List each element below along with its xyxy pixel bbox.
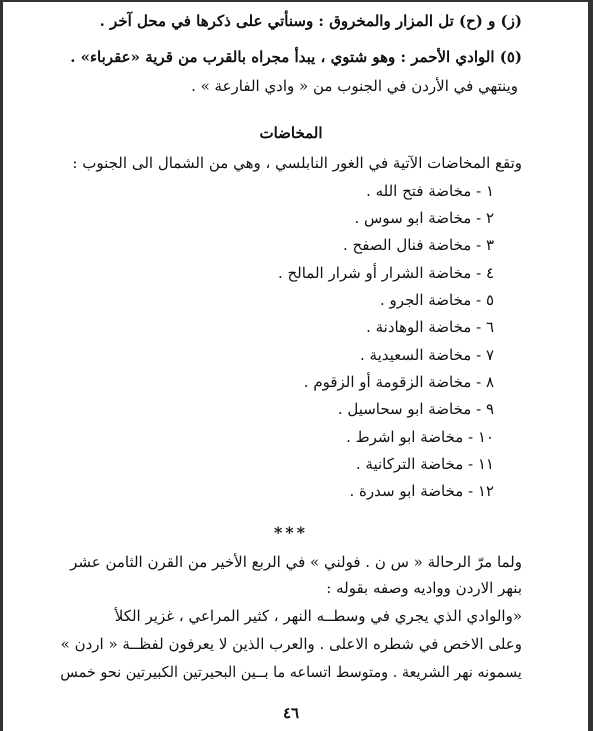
closing-line-3: «والوادي الذي يجري في وسطــه النهر ، كثير المراعي ، غزير الكلأ xyxy=(114,607,522,625)
ford-item: ١٢ - مخاضة ابو سدرة . xyxy=(349,482,494,500)
page-number: ٤٦ xyxy=(282,704,300,722)
intro-line-3: وينتهي في الأردن في الجنوب من « وادي الفارعة » . xyxy=(191,77,518,95)
intro-line-1: (ز) و (ح) تل المزار والمخروق : وسنأتي على ذكرها في محل آخر . xyxy=(99,12,522,30)
page-border-right xyxy=(588,0,593,731)
intro-line-2: (٥) الوادي الأحمر : وهو شتوي ، يبدأ مجراه بالقرب من قرية «عقرباء» . xyxy=(70,48,522,66)
closing-line-5: يسمونه نهر الشريعة . ومتوسط اتساعه ما بــين البحيرتين الكبيرتين نحو خمس xyxy=(60,663,522,681)
ford-item: ١ - مخاضة فتح الله . xyxy=(366,182,494,200)
ford-item: ٧ - مخاضة السعيدية . xyxy=(359,346,494,364)
ford-item: ٢ - مخاضة ابو سوس . xyxy=(354,209,494,227)
section-separator: *** xyxy=(273,523,309,542)
closing-line-2: بنهر الاردن وواديه وصفه بقوله : xyxy=(326,579,522,597)
document-page xyxy=(60,4,522,726)
ford-item: ١١ - مخاضة التركانية . xyxy=(355,455,494,473)
ford-item: ٤ - مخاضة الشرار أو شرار المالح . xyxy=(277,264,494,282)
ford-item: ٥ - مخاضة الجرو . xyxy=(380,291,494,309)
ford-item: ٦ - مخاضة الوهادنة . xyxy=(366,318,494,336)
page-border-top xyxy=(0,0,593,2)
ford-item: ٩ - مخاضة ابو سحاسيل . xyxy=(337,400,494,418)
section-title: المخاضات xyxy=(259,124,323,142)
ford-item: ٨ - مخاضة الزقومة أو الزقوم . xyxy=(303,373,494,391)
closing-line-1: ولما مرّ الرحالة « س ن . فولني » في الربع الأخير من القرن الثامن عشر xyxy=(70,553,522,571)
ford-item: ٣ - مخاضة فنال الصفح . xyxy=(343,236,494,254)
section-intro: وتقع المخاضات الآتية في الغور النابلسي ، وهي من الشمال الى الجنوب : xyxy=(72,154,522,172)
ford-item: ١٠ - مخاضة ابو اشرط . xyxy=(346,428,494,446)
page-border-left xyxy=(0,0,3,731)
closing-line-4: وعلى الاخص في شطره الاعلى . والعرب الذين لا يعرفون لفظــة « اردن » xyxy=(60,635,522,653)
